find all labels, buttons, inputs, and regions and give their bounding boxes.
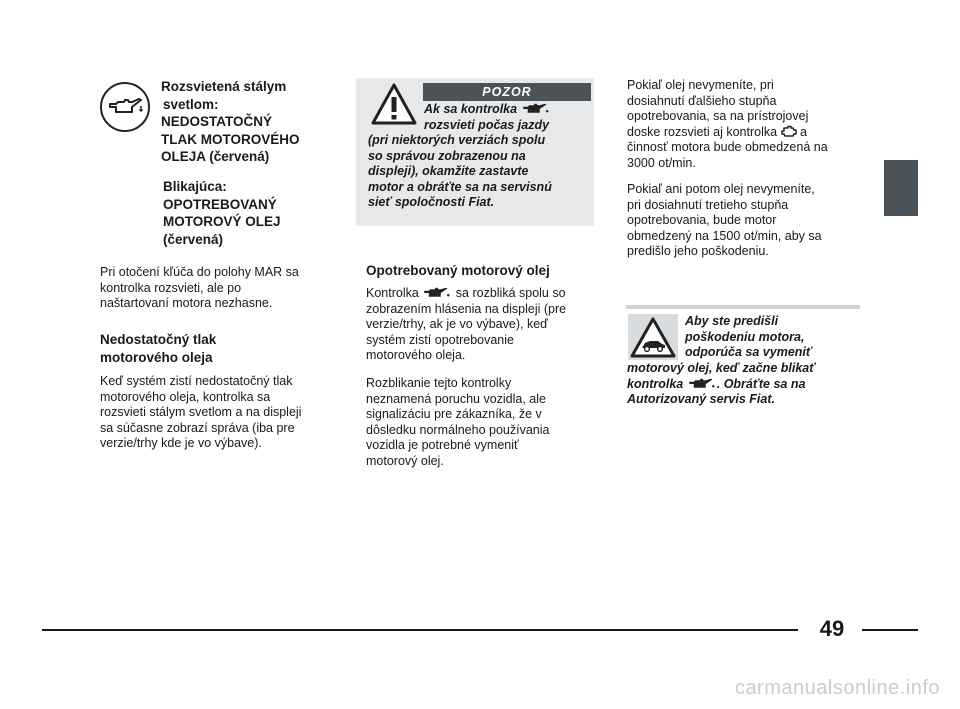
note-divider — [626, 305, 860, 309]
rpm-line: pri dosiahnutí tretieho stupňa — [627, 197, 789, 212]
rpm-line-text: a — [800, 124, 807, 139]
note-line-text: kontrolka — [627, 376, 684, 391]
worn-oil-line — [366, 286, 606, 302]
warning-line: displeji), okamžite zastavte — [368, 164, 529, 178]
oil-can-icon — [422, 287, 452, 299]
warning-line: so správou zobrazenou na — [368, 148, 526, 163]
low-pressure-line: rozsvieti stálym svetlom a na displeji — [100, 405, 302, 419]
rpm-line: Pokiaľ olej nevymeníte, pri — [627, 78, 774, 92]
blink-meaning-paragraph — [366, 376, 606, 469]
rpm-line — [627, 125, 872, 141]
worn-oil-heading: Opotrebovaný motorový olej — [366, 263, 550, 278]
note-line: motorový olej, keď začne blikať — [627, 361, 816, 375]
blink-title-line: MOTOROVÝ OLEJ — [163, 214, 281, 229]
rpm-line: dosiahnutí ďalšieho stupňa — [627, 93, 777, 108]
note-line: poškodeniu motora, — [685, 329, 805, 344]
intro-line: Pri otočení kľúča do polohy MAR sa — [100, 265, 299, 279]
rpm-limit-paragraph-1 — [627, 78, 872, 171]
car-triangle-icon — [628, 314, 678, 360]
warning-line: sieť spoločnosti Fiat. — [368, 195, 495, 209]
note-line — [627, 377, 872, 393]
rpm-line: predišlo jeho poškodeniu. — [627, 244, 769, 258]
watermark: carmanualsonline.info — [734, 677, 940, 699]
warning-line: motor a obráťte sa na servisnú — [368, 179, 552, 194]
intro-line: kontrolka rozsvieti, ale po — [100, 280, 242, 295]
note-line: odporúča sa vymeniť — [685, 345, 812, 359]
warning-line-text: Ak sa kontrolka — [424, 102, 518, 116]
section-tab — [884, 160, 918, 216]
footer-rule — [42, 629, 798, 631]
warning-line — [424, 102, 594, 118]
lamp-title-line: svetlom: — [163, 96, 219, 112]
low-pressure-line: verzie/trhy kde je vo výbave). — [100, 436, 262, 450]
lamp-title-line: Rozsvietená stálym — [161, 79, 287, 94]
rpm-line: 3000 ot/min. — [627, 155, 696, 170]
note-line: Aby ste predišli — [685, 314, 779, 328]
rpm-line: opotrebovania, bude motor — [627, 213, 777, 227]
worn-oil-paragraph — [366, 286, 606, 364]
low-pressure-heading-line: Nedostatočný tlak — [100, 332, 217, 347]
oil-can-icon — [106, 96, 144, 118]
warning-text-body — [368, 133, 594, 211]
rpm-line: obmedzený na 1500 ot/min, aby sa — [627, 228, 822, 243]
warning-label: POZOR — [423, 83, 591, 101]
footer-rule — [862, 629, 918, 631]
rpm-line: opotrebovania, sa na prístrojovej — [627, 109, 809, 123]
engine-icon — [781, 125, 797, 138]
note-line-text: . Obráťte sa na — [716, 376, 806, 391]
low-pressure-line: Keď systém zistí nedostatočný tlak — [100, 374, 293, 388]
oil-pressure-lamp — [100, 82, 150, 132]
blink-meaning-line: neznamená poruchu vozidla, ale — [366, 391, 546, 406]
warning-triangle-icon — [370, 82, 418, 126]
blink-meaning-line: vozidla je potrebné vymeniť — [366, 438, 519, 452]
rpm-limit-paragraph-2 — [627, 182, 872, 260]
intro-paragraph — [100, 265, 350, 312]
worn-oil-line: verzie/trhy, ak je vo výbave), keď — [366, 317, 548, 331]
rpm-line: Pokiaľ ani potom olej nevymeníte, — [627, 182, 815, 196]
warning-text-head — [424, 102, 594, 133]
intro-line: naštartovaní motora nezhasne. — [100, 296, 273, 310]
worn-oil-line-text: Kontrolka — [366, 286, 419, 300]
worn-oil-line-text: sa rozbliká spolu so — [455, 286, 566, 300]
blink-title-line: OPOTREBOVANÝ — [163, 196, 277, 212]
lamp-title-line: OLEJA (červená) — [161, 149, 270, 164]
low-pressure-line: sa súčasne zobrazí správa (iba pre — [100, 420, 295, 435]
low-pressure-line: motorového oleja, kontrolka sa — [100, 389, 271, 404]
note-text-full — [627, 361, 872, 408]
lamp-title-line: NEDOSTATOČNÝ — [161, 114, 273, 129]
worn-oil-line: zobrazením hlásenia na displeji (pre — [366, 301, 567, 316]
rpm-line-text: doske rozsvieti aj kontrolka — [627, 124, 778, 139]
worn-oil-line: systém zistí opotrebovanie — [366, 332, 514, 347]
blink-meaning-line: signalizáciu pre zákazníka, že v — [366, 407, 542, 421]
oil-can-icon — [521, 103, 551, 115]
rpm-line: činnosť motora bude obmedzená na — [627, 140, 828, 154]
worn-oil-line: motorového oleja. — [366, 348, 466, 362]
blink-meaning-line: motorový olej. — [366, 453, 444, 468]
warning-line: rozsvieti počas jazdy — [424, 117, 550, 132]
lamp-title-line: TLAK MOTOROVÉHO — [161, 131, 300, 147]
warning-line: (pri niektorých verziách spolu — [368, 133, 546, 147]
oil-can-icon — [687, 378, 717, 390]
low-pressure-heading — [100, 331, 350, 366]
blink-meaning-line: Rozblikanie tejto kontrolky — [366, 376, 512, 390]
note-line: Autorizovaný servis Fiat. — [627, 392, 775, 406]
low-pressure-paragraph — [100, 374, 355, 452]
blink-title-line: Blikajúca: — [163, 179, 227, 194]
blink-title — [163, 178, 353, 248]
page-number: 49 — [819, 616, 845, 641]
blink-meaning-line: dôsledku normálneho používania — [366, 422, 550, 437]
blink-title-line: (červená) — [163, 231, 224, 247]
note-text-indented — [685, 314, 865, 361]
low-pressure-heading-line: motorového oleja — [100, 349, 213, 365]
lamp-title — [161, 78, 351, 166]
